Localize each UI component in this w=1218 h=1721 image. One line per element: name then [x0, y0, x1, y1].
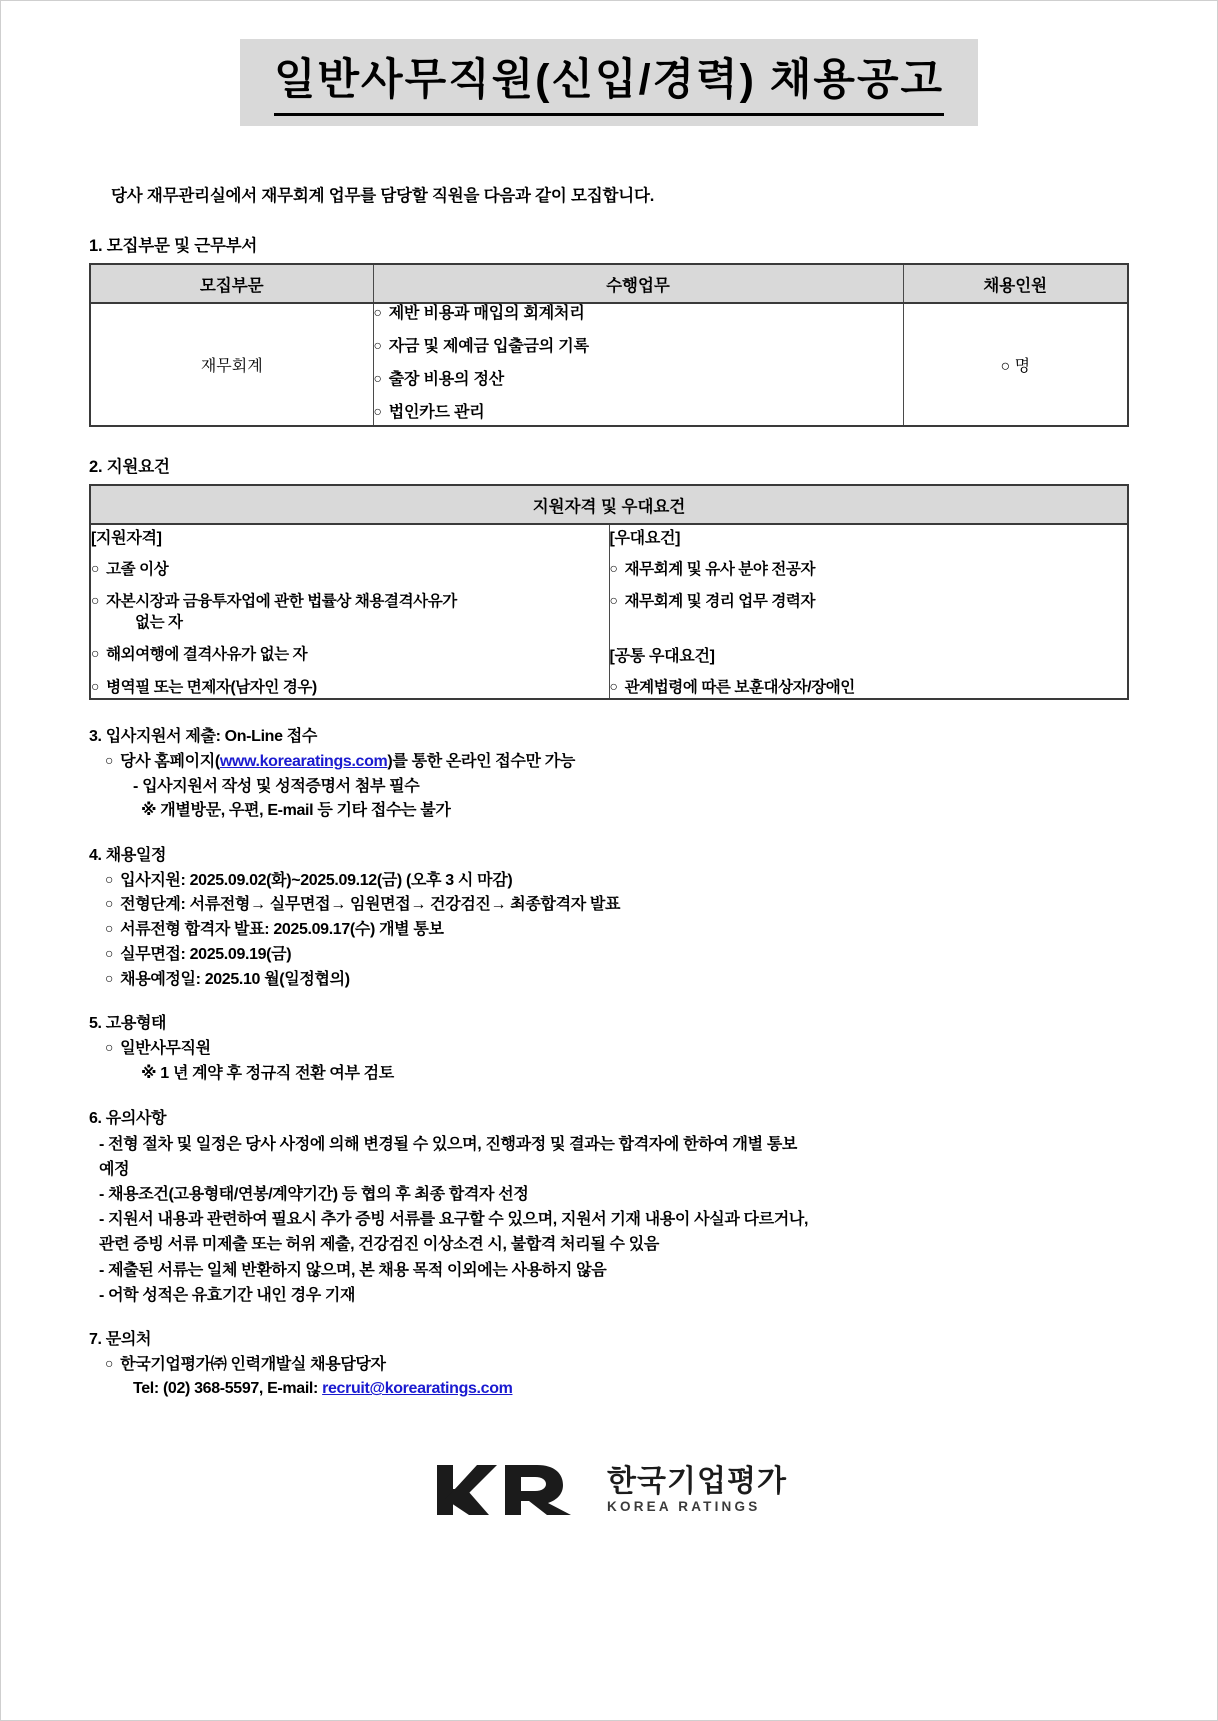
document-sheet — [89, 19, 1129, 1521]
schedule-item: ○ 서류전형 합격자 발표: 2025.09.17(수) 개별 통보 — [105, 919, 1129, 942]
notice-item: - 제출된 서류는 일체 반환하지 않으며, 본 채용 목적 이외에는 사용하지 않음 — [99, 1261, 607, 1279]
section3-line-post: )를 통한 온라인 접수만 가능 — [387, 752, 575, 770]
required-qualifications-label: [지원자격] — [91, 529, 162, 547]
cell-required-qualifications — [90, 524, 609, 699]
page-title: 일반사무직원(신입/경력) 채용공고 — [274, 55, 944, 116]
section3-heading: 3. 입사지원서 제출: On-Line 접수 — [89, 728, 317, 746]
intro-paragraph: 당사 재무관리실에서 재무회계 업무를 담당할 직원을 다음과 같이 모집합니다. — [111, 186, 655, 205]
section3-line-pre: 당사 홈페이지( — [120, 752, 220, 770]
employment-type-item: ○ 일반사무직원 — [105, 1038, 1129, 1061]
preferred-item: ○ 재무회계 및 경리 업무 경력자 — [610, 592, 1128, 612]
column-header-qualifications: 지원자격 및 우대요건 — [90, 485, 1128, 524]
column-header-field: 모집부문 — [90, 264, 373, 303]
duty-item: ○ 출장 비용의 정산 — [374, 370, 903, 390]
homepage-url[interactable]: www.korearatings.com — [219, 752, 388, 770]
schedule-item: ○ 입사지원: 2025.09.02(화)~2025.09.12(금) (오후 3 시 마감) — [105, 870, 1129, 893]
duty-item: ○ 제반 비용과 매입의 회계처리 — [374, 304, 903, 324]
logo-text-block — [607, 1466, 787, 1515]
table-header-row — [90, 485, 1128, 524]
duty-item: ○ 법인카드 관리 — [374, 403, 903, 423]
qualification-item — [91, 592, 609, 633]
contact-details — [133, 1378, 1129, 1401]
schedule-item: ○ 전형단계: 서류전형→ 실무면접→ 임원면접→ 건강검진→ 최종합격자 발표 — [105, 894, 1129, 917]
qualification-item: ○ 고졸 이상 — [91, 560, 609, 580]
kr-monogram-icon — [431, 1459, 581, 1521]
schedule-item: ○ 채용예정일: 2025.10 월(일정협의) — [105, 969, 1129, 992]
section2-heading: 2. 지원요건 — [89, 457, 170, 476]
title-highlight-band — [240, 39, 978, 126]
table-row — [90, 303, 1128, 426]
employment-type-note: ※ 1 년 계약 후 정규직 전환 여부 검토 — [141, 1064, 394, 1082]
section6-block — [89, 1107, 1129, 1307]
cell-field-name: 재무회계 — [90, 303, 373, 426]
cell-duties-list — [373, 303, 903, 426]
schedule-item: ○ 실무면접: 2025.09.19(금) — [105, 944, 1129, 967]
cell-headcount: ○ 명 — [903, 303, 1128, 426]
section3-online-line — [105, 751, 1129, 774]
title-container — [89, 39, 1129, 126]
column-header-duties: 수행업무 — [373, 264, 903, 303]
section1-heading: 1. 모집부문 및 근무부서 — [89, 236, 258, 255]
duty-item: ○ 자금 및 제예금 입출금의 기록 — [374, 337, 903, 357]
section7-heading: 7. 문의처 — [89, 1330, 152, 1348]
section4-heading: 4. 채용일정 — [89, 846, 167, 864]
section3-attachment-note: - 입사지원서 작성 및 성적증명서 첨부 필수 — [133, 777, 420, 795]
notice-item-continuation: 예정 — [99, 1160, 130, 1178]
section3-channel-note: ※ 개별방문, 우편, E-mail 등 기타 접수는 불가 — [141, 802, 451, 820]
section5-heading: 5. 고용형태 — [89, 1015, 167, 1033]
preferred-qualifications-label: [우대요건] — [609, 529, 681, 547]
qualification-item: ○ 해외여행에 결격사유가 없는 자 — [91, 645, 609, 665]
section7-block — [89, 1329, 1129, 1401]
contact-owner: ○ 한국기업평가㈜ 인력개발실 채용담당자 — [105, 1354, 1129, 1377]
contact-email[interactable]: recruit@korearatings.com — [322, 1380, 513, 1398]
table-row — [90, 524, 1128, 699]
qualification-table — [89, 484, 1129, 700]
qualification-item-line1: 자본시장과 금융투자업에 관한 법률상 채용결격사유가 — [106, 593, 457, 611]
common-preferred-item: ○ 관계법령에 따른 보훈대상자/장애인 — [610, 678, 1128, 698]
column-header-headcount: 채용인원 — [903, 264, 1128, 303]
section6-heading: 6. 유의사항 — [89, 1110, 167, 1128]
notice-item-continuation: 관련 증빙 서류 미제출 또는 허위 제출, 건강검진 이상소견 시, 불합격 처리될 수 있음 — [99, 1236, 659, 1254]
table-header-row — [90, 264, 1128, 303]
section3-block — [89, 726, 1129, 823]
notice-item: - 채용조건(고용형태/연봉/계약기간) 등 협의 후 최종 합격자 선정 — [99, 1186, 529, 1203]
section5-block — [89, 1013, 1129, 1085]
section4-block — [89, 845, 1129, 991]
notice-item: - 전형 절차 및 일정은 당사 사정에 의해 변경될 수 있으며, 진행과정 및 결과는 합격자에 한하여 개별 통보 — [99, 1135, 798, 1153]
cell-preferred-qualifications — [609, 524, 1128, 699]
preferred-item: ○ 재무회계 및 유사 분야 전공자 — [610, 560, 1128, 580]
notice-item: - 지원서 내용과 관련하여 필요시 추가 증빙 서류를 요구할 수 있으며, 지원서 기재 내용이 사실과 다르거나, — [99, 1211, 809, 1229]
qualification-item: ○ 병역필 또는 면제자(남자인 경우) — [91, 678, 609, 698]
common-preferred-label: [공통 우대요건] — [609, 647, 715, 665]
logo-english-name: KOREA RATINGS — [607, 1499, 761, 1515]
notice-item: - 어학 성적은 유효기간 내인 경우 기재 — [99, 1286, 356, 1304]
logo-korean-name: 한국기업평가 — [607, 1464, 787, 1498]
contact-tel: Tel: (02) 368-5597, E-mail: — [133, 1380, 323, 1398]
company-logo — [89, 1459, 1129, 1521]
recruitment-field-table — [89, 263, 1129, 427]
qualification-item-line2: 없는 자 — [135, 613, 183, 631]
